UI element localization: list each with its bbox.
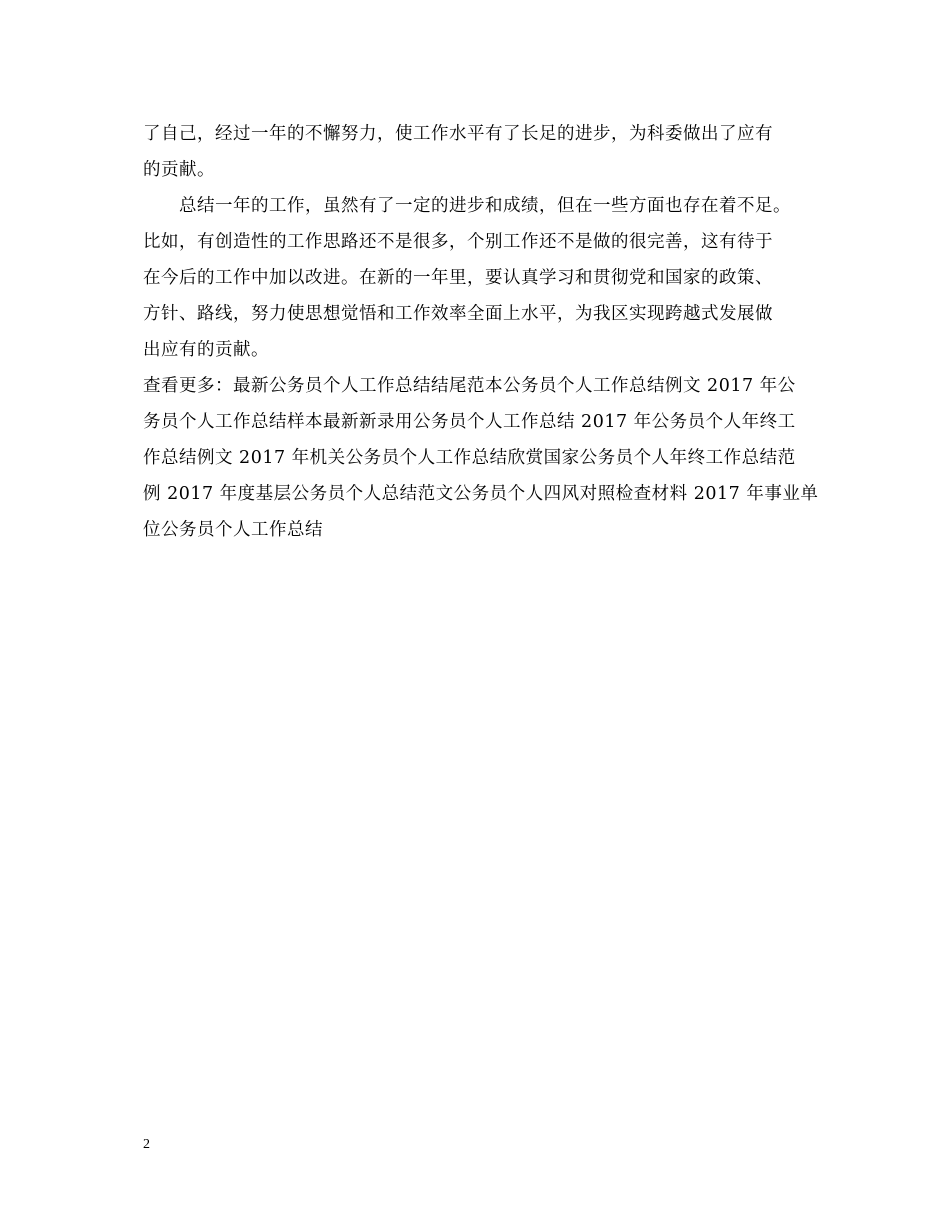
text-line: 在今后的工作中加以改进。在新的一年里，要认真学习和贯彻党和国家的政策、 xyxy=(143,268,773,288)
related-links-paragraph xyxy=(143,368,819,548)
text-line: 作总结例文 2017 年机关公务员个人工作总结欣赏国家公务员个人年终工作总结范 xyxy=(143,448,796,468)
text-line: 了自己，经过一年的不懈努力，使工作水平有了长足的进步，为科委做出了应有 xyxy=(143,124,773,144)
text-line: 出应有的贡献。 xyxy=(143,340,269,360)
document-body xyxy=(143,116,819,548)
text-line: 例 2017 年度基层公务员个人总结范文公务员个人四风对照检查材料 2017 年事业单 xyxy=(143,484,819,504)
page-number: 2 xyxy=(143,1137,150,1152)
text-line: 比如，有创造性的工作思路还不是很多，个别工作还不是做的很完善，这有待于 xyxy=(143,232,773,252)
text-line: 查看更多：最新公务员个人工作总结结尾范本公务员个人工作总结例文 2017 年公 xyxy=(143,376,796,396)
text-line: 位公务员个人工作总结 xyxy=(143,520,323,540)
text-line: 的贡献。 xyxy=(143,160,215,180)
text-line: 务员个人工作总结样本最新新录用公务员个人工作总结 2017 年公务员个人年终工 xyxy=(143,412,796,432)
text-line: 总结一年的工作，虽然有了一定的进步和成绩，但在一些方面也存在着不足。 xyxy=(179,196,791,216)
paragraph-continuation xyxy=(143,116,815,188)
text-line: 方针、路线，努力使思想觉悟和工作效率全面上水平，为我区实现跨越式发展做 xyxy=(143,304,773,324)
paragraph-summary xyxy=(143,188,815,368)
